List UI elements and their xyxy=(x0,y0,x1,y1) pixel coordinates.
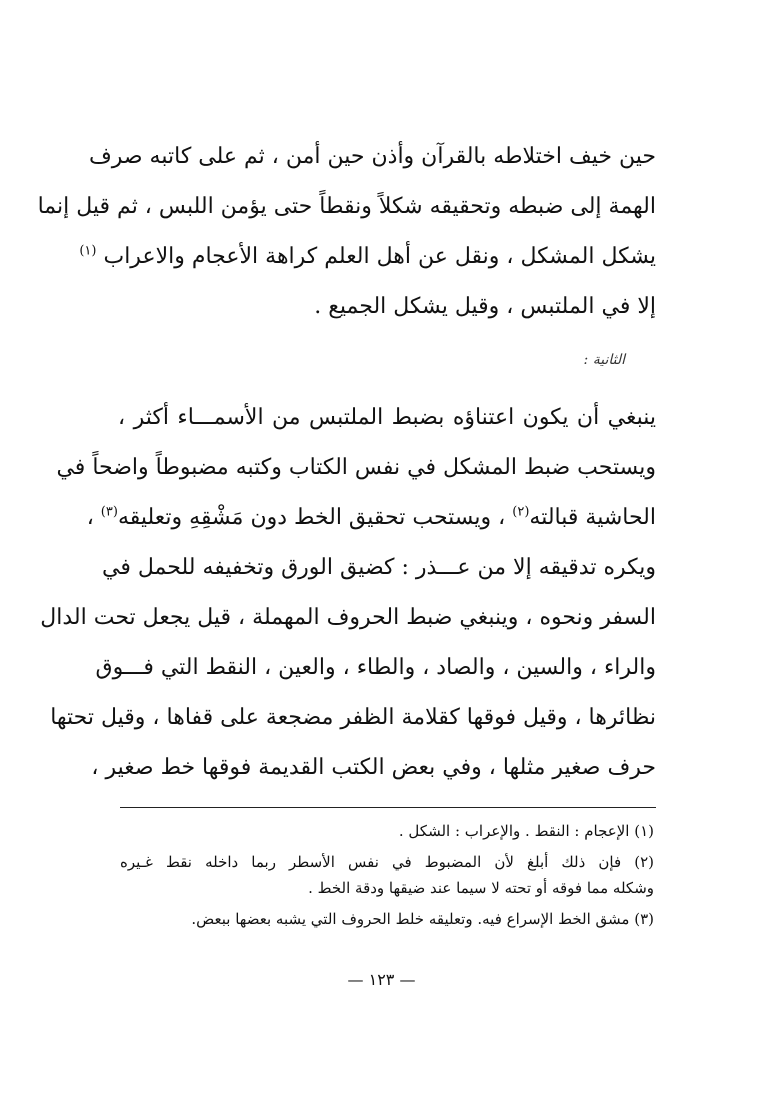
footnote-3 xyxy=(120,906,654,932)
footnotes xyxy=(120,818,654,937)
text-line: السفر ونحوه ، وينبغي ضبط الحروف المهملة ، قيل يجعل تحت الدال xyxy=(40,605,656,630)
text-line: الهمة إلى ضبطه وتحقيقه شكلاً ونقطاً حتى يؤمن اللبس ، ثم قيل إنما xyxy=(37,194,656,219)
footnote-divider xyxy=(120,807,656,808)
text-line xyxy=(79,232,656,282)
footnote-marker-2: (٢) xyxy=(512,504,530,520)
paragraph-2 xyxy=(40,393,656,793)
footnote-text: وشكله مما فوقه أو تحته لا سيما عند ضيقها ودقة الخط . xyxy=(308,879,654,897)
text-line: ويستحب ضبط المشكل في نفس الكتاب وكتبه مضبوطاً واضحاً في xyxy=(56,455,656,480)
text-line: نظائرها ، وقيل فوقها كقلامة الظفر مضجعة على قفاها ، وقيل تحتها xyxy=(50,705,656,730)
footnote-marker-1: (١) xyxy=(79,243,97,259)
footnote-2 xyxy=(120,849,654,901)
text-line: ويكره تدقيقه إلا من عـــذر : كضيق الورق وتخفيفه للحمل في xyxy=(102,555,656,580)
text-segment: ، ويستحب تحقيق الخط دون مَشْقِهِ وتعليقه xyxy=(117,505,506,530)
footnote-text: (١) الإعجام : النقط . والإعراب : الشكل . xyxy=(398,822,654,840)
footnote-marker-3: (٣) xyxy=(100,504,118,520)
paragraph-1 xyxy=(37,132,656,332)
section-heading: الثانية : xyxy=(583,352,625,368)
footnote-text: (٢) فإن ذلك أبلغ لأن المضبوط في نفس الأسطر ربما داخله نقط غـيره xyxy=(120,853,654,871)
page-number: — ١٢٣ — xyxy=(347,970,416,989)
text-line: حين خيف اختلاطه بالقرآن وأذن حين أمن ، ثم على كاتبه صرف xyxy=(88,144,656,169)
text-segment: ، xyxy=(86,505,94,530)
text-line: والراء ، والسين ، والصاد ، والطاء ، والعين ، النقط التي فـــوق xyxy=(95,655,656,680)
text-line: إلا في الملتبس ، وقيل يشكل الجميع . xyxy=(314,294,656,319)
footnote-1 xyxy=(120,818,654,844)
text-segment: الحاشية قبالته xyxy=(529,505,656,530)
text-line-content: يشكل المشكل ، ونقل عن أهل العلم كراهة الأعجام والاعراب xyxy=(103,244,656,269)
text-line xyxy=(86,493,656,543)
text-line: ينبغي أن يكون اعتناؤه بضبط الملتبس من الأسمـــاء أكثر ، xyxy=(118,405,656,430)
text-line: حرف صغير مثلها ، وفي بعض الكتب القديمة فوقها خط صغير ، xyxy=(91,755,656,780)
footnote-text: (٣) مشق الخط الإسراع فيه. وتعليقه خلط الحروف التي يشبه بعضها ببعض. xyxy=(191,910,654,928)
